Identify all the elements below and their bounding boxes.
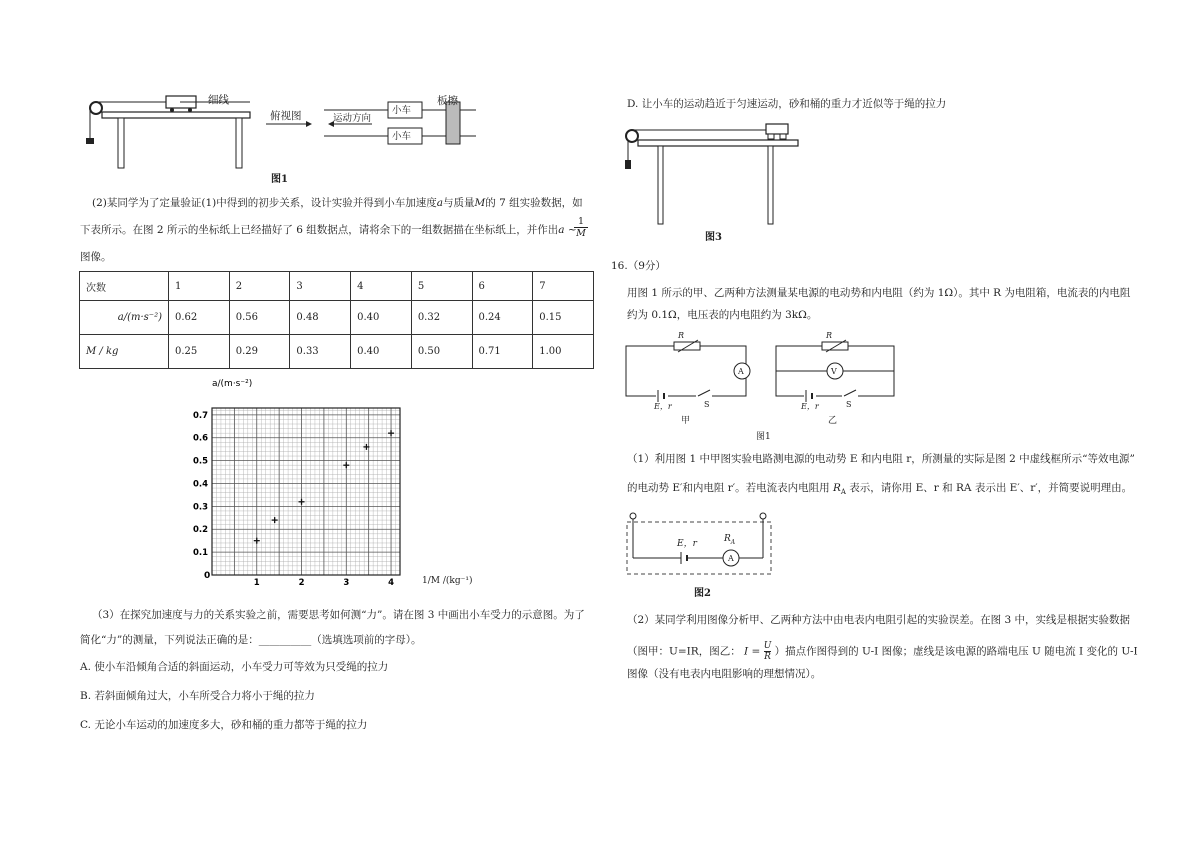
fig1-caption: 图1 [271,174,288,185]
q3-option-c: C. 无论小车运动的加速度多大，砂和桶的重力都等于绳的拉力 [80,719,368,731]
y-tick-label: 0.1 [192,548,208,559]
table-cell: 0.15 [533,301,594,335]
q3-option-d: D. 让小车的运动趋近于匀速运动，砂和桶的重力才近似等于绳的拉力 [627,98,947,110]
y-tick-label: 0.7 [192,410,208,421]
formula-fraction: $\frac{U}{R}$ [763,641,772,662]
q16-title: 16.（9分） [611,260,666,272]
circuit-resistor-label: R [826,331,833,340]
table-cell: 0.71 [472,335,533,369]
table-row [80,335,594,369]
table-cell: 0.29 [229,335,290,369]
table-row [80,301,594,335]
y-tick-label: 0.2 [192,525,208,536]
table-cell: 6 [472,272,533,301]
circuit-source-label: E，r [654,402,672,411]
table-cell: 0.40 [351,335,412,369]
fig1-cart-label: 小车 [392,105,412,116]
data-point [388,430,394,436]
fig2-caption: 图2 [694,588,711,599]
circuit-switch-label: S [704,400,710,409]
fig1-top-view-label: 俯视图 [270,110,302,122]
fig3-caption: 图3 [705,232,722,243]
q16-intro-line-2: 约为 0.1Ω，电压表的内电阻约为 3kΩ。 [627,309,818,321]
table-cell: 4 [351,272,412,301]
table-row-label: a/(m·s⁻²) [80,301,169,335]
chart-grid [212,408,400,575]
q16-intro-line-1: 用图 1 所示的甲、乙两种方法测量某电源的电动势和内电阻（约为 1Ω）。其中 R 为电阻箱，电流表的内电阻 [627,287,1131,299]
table-cell: 5 [411,272,472,301]
chart-y-ticks [193,411,208,558]
x-tick-label: 2 [298,578,305,588]
table-cell: 0.50 [411,335,472,369]
circuit-yi-label: 乙 [828,416,838,426]
circuit-switch-label: S [846,400,852,409]
q3-option-a: A. 使小车沿倾角合适的斜面运动，小车受力可等效为只受绳的拉力 [80,661,389,673]
q2-line-2: 下表所示。在图 2 所示的坐标纸上已经描好了 6 组数据点，请将余下的一组数据描在坐标纸上，并作出a ~ [80,224,577,236]
table-cell: 7 [533,272,594,301]
q16-part2-line-1: （2）某同学利用图像分析甲、乙两种方法中由电表内电阻引起的实验误差。在图 3 中，实线是根据实验数据 [627,614,1131,626]
circuit-resistor-label: R [678,331,685,340]
ammeter-icon: A [738,367,744,376]
q16-part2-line-3: 图像（没有电表内电阻影响的理想情况）。 [627,668,822,680]
q2-line-1: (2)某同学为了定量验证(1)中得到的初步关系，设计实验并得到小车加速度a与质量M的 7 组实验数据，如 [92,197,583,209]
table-cell: 0.32 [411,301,472,335]
circuit-fig1-caption: 图1 [756,432,771,442]
table-header-label: 次数 [80,272,169,301]
y-tick-label: 0.5 [192,456,208,467]
y-tick-label: 0.4 [192,479,208,490]
table-cell: 1.00 [533,335,594,369]
data-table [79,271,594,369]
table-cell: 2 [229,272,290,301]
x-tick-label: 4 [388,578,395,588]
fig3-apparatus [618,120,808,230]
fig1-cart-label: 小车 [392,131,412,142]
table-cell: 0.33 [290,335,351,369]
table-cell: 0.40 [351,301,412,335]
x-tick-label: 3 [343,578,350,588]
circuit-jia-label: 甲 [681,416,691,426]
a-vs-inverse-m-chart [190,378,480,590]
chart-origin-label: 0 [204,571,211,581]
data-point [299,499,305,505]
q3-line-2: 简化“力”的测量，下列说法正确的是：__________（选填选项前的字母）。 [80,634,422,646]
table-cell: 3 [290,272,351,301]
x-tick-label: 1 [253,578,260,588]
fig1-thread-label: 细线 [208,94,229,106]
q3-line-1: （3）在探究加速度与力的关系实验之前，需要思考如何测“力”。请在图 3 中画出小车受力的示意图。为了 [92,609,585,621]
fig1-eraser-label: 板擦 [437,95,458,107]
q16-part1-line-2: 的电动势 E′和内电阻 r′。若电流表内电阻用 $R_A$ 表示，请你用 E、r 和 RA 表示出 E′、r′，并简要说明理由。 [627,482,1133,497]
chart-y-axis-label: a/(m·s⁻²) [212,379,253,389]
fig2-ammeter-resistance-label: $R_A$ [724,534,736,546]
table-cell: 0.56 [229,301,290,335]
chart-x-axis-label: 1/M /(kg⁻¹) [422,576,473,586]
y-tick-label: 0.6 [192,433,208,444]
table-cell: 0.62 [169,301,230,335]
ammeter-icon: A [728,554,734,563]
q3-option-b: B. 若斜面倾角过大，小车所受合力将小于绳的拉力 [80,690,315,702]
chart-x-ticks [254,578,394,588]
table-cell: 0.24 [472,301,533,335]
equivalent-source-diagram [625,510,775,578]
table-row-label: M / kg [80,335,169,369]
fig1-direction-label: 运动方向 [333,113,372,124]
data-point [343,462,349,468]
q2-fraction: 1 M [574,216,588,239]
q16-part1-line-1: （1）利用图 1 中甲图实验电路测电源的电动势 E 和内电阻 r，所测量的实际是图 2 中虚线框所示“等效电源” [627,453,1135,465]
q2-line-3: 图像。 [80,251,112,263]
y-tick-label: 0.3 [192,502,208,513]
voltmeter-icon: V [831,367,837,376]
q16-part2-line-2: （图甲：U=IR，图乙： I = $\frac{U}{R}$ ）描点作图得到的 U-I 图像；虚线是该电源的路端电压 U 随电流 I 变化的 U-I [627,641,1138,662]
table-cell: 1 [169,272,230,301]
data-point [272,517,278,523]
table-row [80,272,594,301]
fig2-source-label: E，r [677,539,697,549]
table-cell: 0.25 [169,335,230,369]
table-cell: 0.48 [290,301,351,335]
circuit-source-label: E，r [801,402,819,411]
